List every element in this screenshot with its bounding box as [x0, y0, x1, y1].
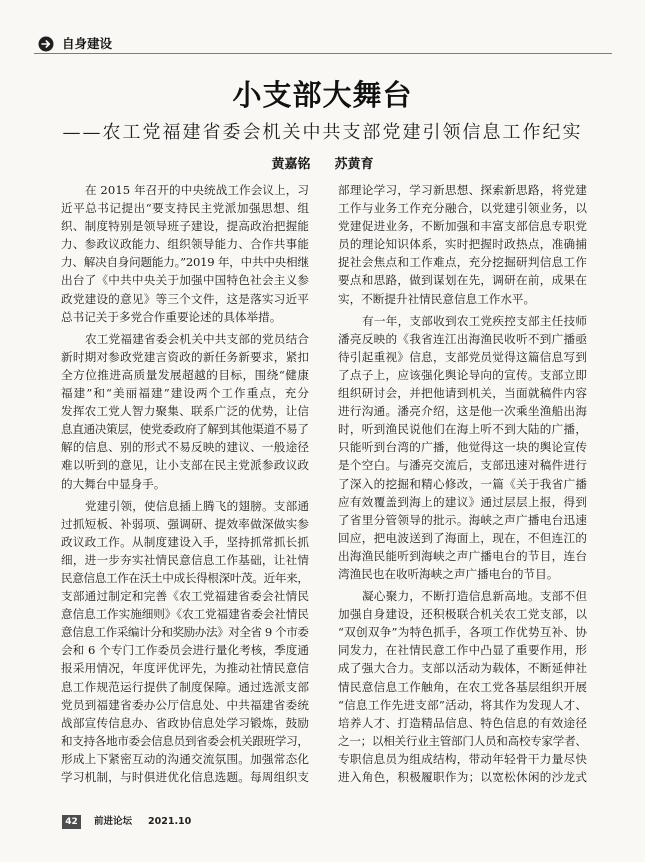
article-title: 小支部大舞台	[232, 78, 413, 112]
page-number: 42	[62, 815, 81, 829]
text-line: 同发力，在社情民意工作中凸显了重要作用，形	[338, 643, 588, 658]
text-line: 息工作规范运行提供了制度保障。通过选派支部	[61, 679, 310, 694]
header-divider	[34, 53, 612, 54]
text-line: 应有效覆盖到海上的建议》通过层层上报，得到	[338, 494, 588, 509]
text-line: 意信息工作实施细则》《农工党福建省委会社情民	[61, 607, 309, 622]
text-line: 息直通决策层，使党委政府了解到其他渠道不易了	[61, 422, 309, 437]
text-line: 难以听到的意见，让小支部在民主党派参政议政	[61, 458, 310, 473]
text-line: 意信息工作采编计分和奖励办法》对全省 9 个市委	[61, 625, 309, 640]
text-line: 报采用情况，年度评优评先，为推动社情民意信	[61, 661, 310, 676]
text-line: 力、参政议政能力、组织领导能力、合作共事能	[61, 237, 310, 252]
text-line: 和支持各地市委会信息员到省委会机关跟班学习，	[61, 733, 309, 748]
paragraph	[338, 181, 587, 308]
paragraph	[61, 330, 309, 493]
text-line: 解的信息、别的形式不易反映的建议、一般途径	[61, 440, 310, 455]
text-line: 部理论学习，学习新思想、探索新思路，将党建	[338, 183, 588, 197]
text-line: 民意信息工作在沃土中成长得根深叶茂。近年来，	[61, 570, 309, 585]
text-line: 回应，把电波送到了海面上，现在，不但连江的	[338, 530, 588, 545]
article-authors	[0, 156, 645, 174]
text-line: 战部宣传信息办、省政协信息处学习锻炼，鼓励	[61, 715, 310, 730]
text-line: 织、制度特别是领导班子建设，提高政治把握能	[61, 219, 310, 234]
text-line: 了深入的挖掘和精心修改，一篇《关于我省广播	[338, 476, 588, 491]
text-line: 的大舞台中显身手。	[61, 476, 166, 491]
text-line: 湾渔民也在收听海峡之声广播电台的节目。	[338, 566, 559, 581]
text-line: 专职信息员为组成结构，带动年轻骨干力量尽快	[338, 751, 588, 766]
text-line: 形成上下紧密互动的沟通交流氛围。加强常态化	[61, 751, 310, 766]
section-label: 自身建设	[62, 36, 113, 51]
text-line: 近平总书记提出“要支持民主党派加强思想、组	[61, 201, 310, 216]
text-line: 福建”和“美丽福建”建设两个工作重点，充分	[61, 386, 311, 401]
paragraph	[338, 587, 587, 786]
text-line: 只能听到台湾的广播，他觉得这一块的舆论宣传	[338, 440, 588, 455]
text-line: 培养人才、打造精品信息、特色信息的有效途径	[338, 715, 588, 730]
text-line: 发挥农工党人智力聚集、联系广泛的优势，让信	[61, 404, 310, 419]
text-line: 全方位推进高质量发展超越的目标，围绕“健康	[61, 367, 310, 382]
text-line: 过抓短板、补弱项、强调研、提效率做深做实参	[61, 516, 310, 531]
left-column	[61, 181, 309, 786]
text-line: 是个空白。与潘亮交流后，支部迅速对稿件进行	[338, 458, 588, 473]
text-line: 成了强大合力。支部以活动为载体，不断延伸社	[338, 661, 588, 676]
paragraph	[61, 497, 309, 787]
paragraph	[61, 181, 309, 326]
text-line: 出海渔民能听到海峡之声广播电台的节目，连台	[338, 548, 588, 563]
text-line: 党建促进业务，不断加强和丰富支部信息专职党	[338, 219, 588, 234]
text-line: 总书记关于多党合作重要论述的具体举措。	[61, 309, 282, 324]
paragraph	[338, 312, 587, 583]
right-column	[338, 181, 587, 786]
text-line: 会和 6 个专门工作委员会进行量化考核，季度通	[61, 643, 310, 658]
text-line: 了省里分管领导的批示。海峡之声广播电台迅速	[338, 512, 588, 527]
text-line: 政党建设的意见》等三个文件，这是落实习近平	[61, 291, 310, 306]
text-line: 支部通过制定和完善《农工党福建省委会社情民	[61, 589, 310, 604]
text-line: 新时期对参政党建言资政的新任务新要求，紧扣	[61, 349, 310, 364]
text-line: 情民意信息工作触角，在农工党各基层组织开展	[338, 679, 588, 694]
text-line: 时，听到渔民说他们在海上听不到大陆的广播，	[338, 422, 588, 437]
issue-date: 2021.10	[148, 816, 192, 827]
circle-arrow-icon	[38, 36, 54, 52]
text-line: 工作与业务工作充分融合，以党建引领业务，以	[338, 201, 588, 216]
magazine-name: 前进论坛	[94, 816, 133, 827]
text-line: 组织研讨会，并把他请到机关，当面就稿件内容	[338, 386, 588, 401]
text-line: “双创双争”为特色抓手，各项工作优势互补、协	[338, 625, 588, 640]
text-line: 政议政工作。从制度建设入手，坚持抓常抓长抓	[61, 534, 310, 549]
text-line: 了点子上，应该强化舆论导向的宣传。支部立即	[338, 367, 588, 382]
text-line: 要点和思路，做到谋划在先，调研在前，成果在	[338, 273, 588, 288]
text-line: 出台了《中共中央关于加强中国特色社会主义参	[61, 273, 310, 288]
text-line: 凝心聚力，不断打造信息新高地。支部不但	[362, 589, 588, 604]
text-line: 加强自身建设，还积极联合机关农工党支部，以	[338, 607, 588, 622]
text-line: 党建引领，使信息插上腾飞的翅膀。支部通	[85, 498, 310, 513]
author-name: 黄嘉铭	[271, 157, 311, 172]
text-line: 进入角色，积极履职作为；以宽松休闲的沙龙式	[338, 770, 588, 784]
text-line: “信息工作先进支部”活动，将其作为发现人才、	[338, 697, 588, 712]
article-subtitle: ——农工党福建省委会机关中共支部党建引领信息工作纪实	[62, 122, 583, 143]
text-line: 潘亮反映的《我省连江出海渔民收听不到广播亟	[338, 331, 588, 346]
text-line: 员的理论知识体系，实时把握时政热点，准确捕	[338, 237, 588, 252]
text-line: 力、解决自身问题能力。”2019 年，中共中央相继	[61, 255, 309, 270]
text-line: 捉社会焦点和工作难点，充分挖掘研判信息工作	[338, 255, 588, 270]
author-name: 苏黄育	[334, 157, 374, 172]
text-line: 之一；以相关行业主管部门人员和高校专家学者、	[338, 733, 587, 748]
text-line: 细，进一步夯实社情民意信息工作基础，让社情	[61, 552, 310, 567]
text-line: 有一年，支部收到农工党疾控支部主任技师	[362, 313, 588, 328]
text-line: 农工党福建省委会机关中共支部的党员结合	[85, 331, 310, 346]
text-line: 党员到福建省委办公厅信息处、中共福建省委统	[61, 697, 310, 712]
text-line: 学习机制，与时俱进优化信息选题。每周组织支	[61, 770, 310, 784]
text-line: 实，不断提升社情民意信息工作水平。	[338, 291, 536, 306]
text-line: 进行沟通。潘亮介绍，这是他一次乘坐渔船出海	[338, 404, 588, 419]
text-line: 待引起重视》信息，支部党员觉得这篇信息写到	[338, 349, 588, 364]
text-line: 在 2015 年召开的中央统战工作会议上，习	[85, 183, 310, 197]
